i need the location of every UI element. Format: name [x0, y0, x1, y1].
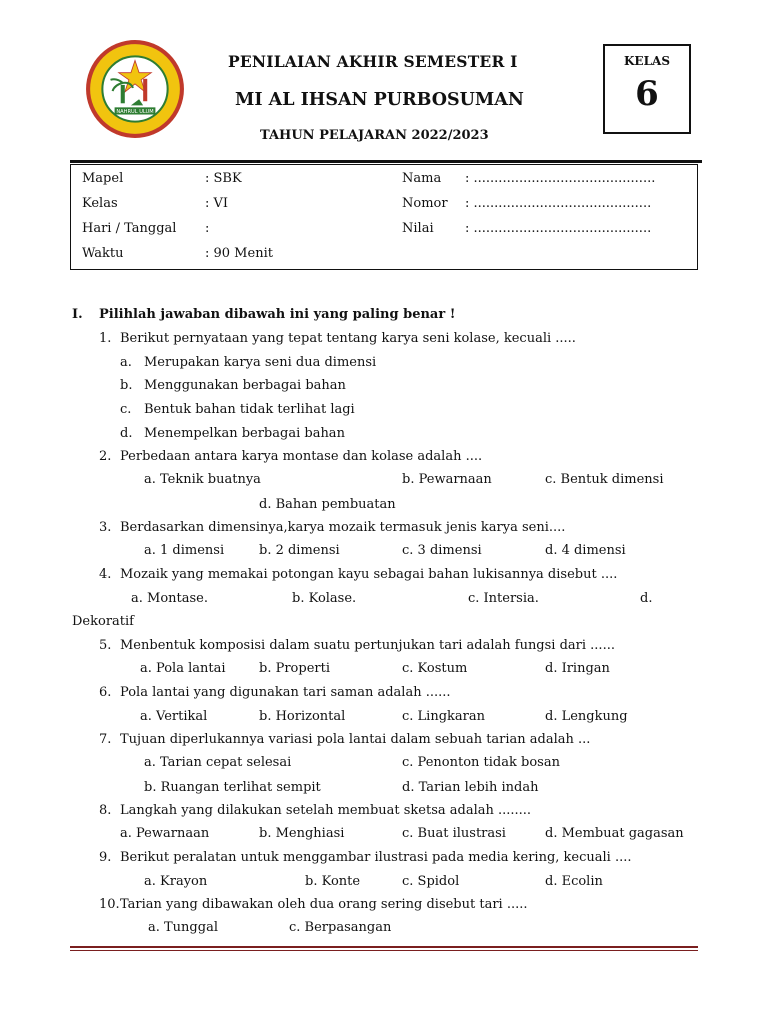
option-a: a. Pola lantai [140, 661, 226, 676]
question-number: 6. [99, 685, 112, 700]
school-logo [84, 38, 186, 140]
option-a: a. Tunggal [148, 920, 218, 935]
info-value-waktu: : 90 Menit [205, 246, 273, 261]
school-name: MI AL IHSAN PURBOSUMAN [235, 90, 524, 110]
question-number: 2. [99, 449, 112, 464]
section-instruction: Pilihlah jawaban dibawah ini yang paling benar ! [99, 307, 456, 322]
info-label-waktu: Waktu [82, 246, 124, 261]
question-number: 3. [99, 520, 112, 535]
info-label-tanggal: Hari / Tanggal [82, 221, 177, 236]
option-b: b. Menghiasi [259, 826, 345, 841]
kelas-value: 6 [635, 74, 659, 114]
option-text: Menempelkan berbagai bahan [144, 426, 345, 441]
option-b: b. Horizontal [259, 709, 346, 724]
option-d: d. Iringan [545, 661, 610, 676]
info-value-nilai: : ........................................... [465, 221, 652, 236]
kelas-label: KELAS [624, 54, 670, 68]
exam-title: PENILAIAN AKHIR SEMESTER I [228, 52, 518, 71]
question-text: Berdasarkan dimensinya,karya mozaik termasuk jenis karya seni.... [120, 520, 566, 535]
question-text: Berikut peralatan untuk menggambar ilustrasi pada media kering, kecuali .... [120, 850, 632, 865]
option-d: d. 4 dimensi [545, 543, 626, 558]
footer-divider [70, 946, 698, 948]
option-a: a. Krayon [144, 874, 208, 889]
option-c: c. Intersia. [468, 591, 539, 606]
option-letter: a. [120, 355, 132, 370]
option-a: a. Pewarnaan [120, 826, 210, 841]
option-a: a. Vertikal [140, 709, 208, 724]
question-number: 10. [99, 897, 120, 912]
question-number: 1. [99, 331, 112, 346]
question-text: Menbentuk komposisi dalam suatu pertunjukan tari adalah fungsi dari ...... [120, 638, 615, 653]
question-number: 8. [99, 803, 112, 818]
question-number: 9. [99, 850, 112, 865]
info-label-nilai: Nilai [402, 221, 434, 236]
question-text: Pola lantai yang digunakan tari saman adalah ...... [120, 685, 451, 700]
option-d: d. Tarian lebih indah [402, 780, 539, 795]
option-letter: d. [120, 426, 133, 441]
question-number: 5. [99, 638, 112, 653]
info-label-kelas: Kelas [82, 196, 118, 211]
option-c: c. Buat ilustrasi [402, 826, 506, 841]
option-letter: b. [120, 378, 133, 393]
option-b: b. Kolase. [292, 591, 357, 606]
header-divider [70, 160, 702, 163]
option-d: d. Membuat gagasan [545, 826, 684, 841]
question-number: 4. [99, 567, 112, 582]
option-c: c. Penonton tidak bosan [402, 755, 560, 770]
option-letter: c. [120, 402, 132, 417]
option-a: a. Montase. [131, 591, 208, 606]
option-c: c. Lingkaran [402, 709, 485, 724]
info-label-mapel: Mapel [82, 171, 124, 186]
info-value-nama: : ............................................ [465, 171, 656, 186]
info-label-nama: Nama [402, 171, 442, 186]
info-value-mapel: : SBK [205, 171, 242, 186]
option-a: a. Teknik buatnya [144, 472, 261, 487]
info-value-tanggal: : [205, 221, 210, 236]
option-c: c. Berpasangan [289, 920, 392, 935]
question-text: Perbedaan antara karya montase dan kolase adalah .... [120, 449, 483, 464]
question-text: Mozaik yang memakai potongan kayu sebagai bahan lukisannya disebut .... [120, 567, 618, 582]
option-d: d. Ecolin [545, 874, 603, 889]
option-d: d. [640, 591, 653, 606]
section-number: I. [72, 307, 83, 322]
academic-year: TAHUN PELAJARAN 2022/2023 [260, 128, 489, 143]
option-text: Merupakan karya seni dua dimensi [144, 355, 377, 370]
kelas-box [603, 44, 691, 134]
option-text: Menggunakan berbagai bahan [144, 378, 346, 393]
option-text: Bentuk bahan tidak terlihat lagi [144, 402, 355, 417]
option-d: d. Bahan pembuatan [259, 497, 396, 512]
option-c: c. Bentuk dimensi [545, 472, 664, 487]
option-a: a. 1 dimensi [144, 543, 225, 558]
option-c: c. Spidol [402, 874, 460, 889]
option-b: b. Pewarnaan [402, 472, 492, 487]
option-b: b. Konte [305, 874, 361, 889]
option-a: a. Tarian cepat selesai [144, 755, 292, 770]
option-d-wrap: Dekoratif [72, 614, 134, 629]
info-value-nomor: : ........................................... [465, 196, 652, 211]
footer-divider-thin [70, 950, 698, 951]
question-text: Langkah yang dilakukan setelah membuat sketsa adalah ........ [120, 803, 532, 818]
option-b: b. 2 dimensi [259, 543, 340, 558]
option-d: d. Lengkung [545, 709, 628, 724]
option-b: b. Properti [259, 661, 330, 676]
info-value-kelas: : VI [205, 196, 229, 211]
question-text: Tujuan diperlukannya variasi pola lantai dalam sebuah tarian adalah ... [120, 732, 591, 747]
option-c: c. 3 dimensi [402, 543, 482, 558]
option-c: c. Kostum [402, 661, 468, 676]
option-b: b. Ruangan terlihat sempit [144, 780, 321, 795]
question-text: Berikut pernyataan yang tepat tentang karya seni kolase, kecuali ..... [120, 331, 576, 346]
question-number: 7. [99, 732, 112, 747]
question-text: Tarian yang dibawakan oleh dua orang sering disebut tari ..... [120, 897, 528, 912]
info-label-nomor: Nomor [402, 196, 448, 211]
logo-text: NAHRUL ULUM [116, 108, 154, 115]
